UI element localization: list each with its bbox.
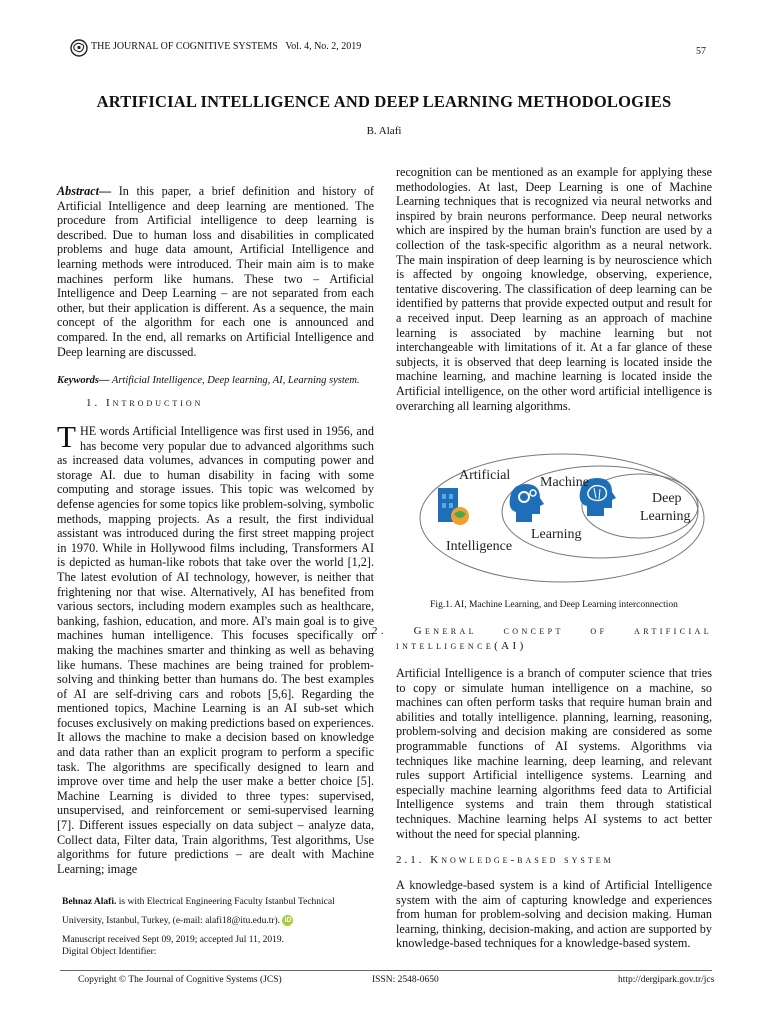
paper-title: ARTIFICIAL INTELLIGENCE AND DEEP LEARNING METHODOLOGIES [96, 92, 672, 111]
label-learning: Learning [531, 527, 582, 542]
journal-name: THE JOURNAL OF COGNITIVE SYSTEMS [91, 41, 278, 52]
section-2-1-title: Knowledge-based system [430, 854, 614, 866]
journal-header [68, 38, 708, 62]
section-2-word-2: concept [503, 625, 564, 637]
introduction-body [57, 419, 374, 876]
section-2-number: 2. [372, 625, 388, 637]
section-2-word-3: of [590, 625, 608, 637]
ai-icon [438, 488, 469, 525]
footnote-text: is with Electrical Engineering Faculty Istanbul Technical University, Istanbul, Turkey, (e-mail: alafi18@itu.edu.tr). [62, 897, 335, 926]
journal-logo-icon [68, 38, 90, 58]
section-1-title: Introduction [106, 397, 204, 409]
general-concept-text: Artificial Intelligence is a branch of computer science that tries to copy or simulate human intelligence on a machine, so machines can often perform tasks that require human brain and abilities and totally intelligence. planning, learning, reasoning, problem-solving and decision making are considered as some programmable functions of AI systems. Algorithms via techniques like machine learning, deep learning, and relevant rules support Artificial intelligence systems. Learning and especially machine learning algorithms feed data to Artificial Intelligence systems and train them through statistical techniques. Machine learning helps AI systems to act better without the need for special planning. [396, 666, 712, 841]
page-number: 57 [696, 46, 706, 57]
footer-issn: ISSN: 2548-0650 [372, 975, 439, 985]
knowledge-based-body [396, 878, 712, 951]
general-concept-body [396, 666, 712, 841]
author-footnote [62, 893, 374, 931]
label-artificial: Artificial [459, 468, 511, 483]
abstract-text: In this paper, a brief definition and history of Artificial Intelligence and deep learning are mentioned. The procedure from Artificial intelligence to deep learning is described. Due to human loss and disabilities in complicated problems and huge data amount, Artificial Intelligence and learning methods were introduced. Their main aim is to make machines perform like humans. These two – Artificial Intelligence and Deep Learning – are not separated from each other, but their application is different. As a sequence, the main concept of the algorithm for each one is announced and compared. In the end, all remarks on Artificial Intelligence and Deep learning are discussed. [57, 184, 374, 359]
keywords-label: Keywords— [57, 375, 110, 386]
keywords [57, 374, 374, 387]
section-2-1-number: 2.1. [396, 854, 425, 866]
section-2-title-line-2: intelligence(AI) [396, 640, 527, 652]
manuscript-doi: Digital Object Identifier: [62, 947, 157, 957]
footnote-name: Behnaz Alafi. [62, 897, 117, 907]
label-deep: Deep [652, 491, 682, 506]
ai-ml-dl-figure [412, 448, 712, 598]
label-deep-learning: Learning [640, 509, 691, 524]
intro-text: words Artificial Intelligence was first used in 1956, and has become very popular due to advanced algorithms such as increased data volumes, advances in computing power and storage AI. due to human disability in facing with some computing and storage issues. This topic was welcomed by defense agencies for some topics like problem-solving, symbolic methods, mapping projects. As a result, the first individual assistant was introduced during the first street mapping project in 1970. While in Hollywood films including, Transformers AI is depicted as human-like robots that take over the world [1,2]. The latest evolution of AI technology, however, is neither that frightening nor that wise. Alternatively, AI has benefited from various sectors, including modern examples such as healthcare, banking, fashion, education, and more. AI's main goal is to give machines human intelligence. This focuses specifically on making the machines smarter and thinking as well as behaving like humans. These machines are being trained for problem-solving and thinking better than humans do. The best examples of AI are self-driving cars and robots [5,6]. Regarding the mentioned topics, Machine Learning is an AI sub-set which focuses exclusively on making predictions based on experiences. It allows the machine to make a decision based on knowledge and data rather than an explicit program to perform a specific task. The algorithms are specifically designed to learn and improve over time and help the user make a better choice [5]. Machine Learning is divided to three types: supervised, unsupervised, and reinforcement or semi-supervised learning [7]. Different issues especially on data subject – analyze data, Collect data, Filter data, Train algorithms, Test algorithms, Use algorithms for future predictions – are dealt with Machine Learning; image [57, 424, 374, 876]
journal-volume: Vol. 4, No. 2, 2019 [285, 41, 362, 52]
section-2-heading [372, 624, 712, 654]
deep-learning-paragraph: recognition can be mentioned as an example for applying these methodologies. At last, Deep Learning is one of Machine Learning techniques that is recognized via neural networks and inspired by brain neurons performance. Deep neural networks which are inspired by the human brain's function are used by a collection of the task-specific algorithm as a neural network. The main inspiration of deep learning is by neuroscience which is affected by ongoing knowledge, observing, experience, tentative discovering. The classification of deep learning can be identified by patterns that provide expected output and result for a received input. Deep learning as an approach of machine learning is associated by machine learning but not interchangeable with limitations of it. At a far glance of these subjects, it is observed that deep learning is located inside the machine learning, and machine learning is located inside the Artificial intelligence, on the other word artificial intelligence is overarching all learning algorithms. [396, 165, 712, 413]
paper-author: B. Alafi [366, 125, 402, 137]
abstract-label: Abstract— [57, 184, 112, 198]
ml-icon [510, 484, 544, 522]
section-2-word-4: artificial [634, 625, 712, 637]
section-1-number: 1. [86, 397, 101, 409]
intro-lead: HE [79, 424, 97, 438]
section-2-word-1: General [413, 625, 477, 637]
abstract [57, 184, 374, 359]
manuscript-received: Manuscript received Sept 09, 2019; accepted Jul 11, 2019. [62, 935, 285, 945]
footer-divider [60, 970, 712, 971]
manuscript-info [62, 934, 374, 958]
orcid-icon[interactable]: iD [284, 917, 292, 925]
figure-caption: Fig.1. AI, Machine Learning, and Deep Learning interconnection [430, 600, 678, 610]
right-column-text [396, 165, 712, 413]
label-machine: Machine [540, 475, 589, 490]
section-2-1-heading [396, 854, 614, 866]
dropcap: T [57, 419, 76, 454]
footer-url[interactable]: http://dergipark.gov.tr/jcs [618, 975, 715, 985]
knowledge-based-text: A knowledge-based system is a kind of Artificial Intelligence system with the aim of capturing knowledge and experiences from human for problem-solving and decision making. Human learning, thinking, decision-making, and action are supported by knowledge-based techniques for a knowledge-based system. [396, 878, 712, 951]
footer-copyright: Copyright © The Journal of Cognitive Systems (JCS) [78, 975, 282, 985]
journal-title [91, 41, 361, 52]
keywords-text: Artificial Intelligence, Deep learning, AI, Learning system. [109, 375, 360, 386]
label-intelligence: Intelligence [446, 539, 513, 554]
section-1-heading [86, 397, 203, 409]
